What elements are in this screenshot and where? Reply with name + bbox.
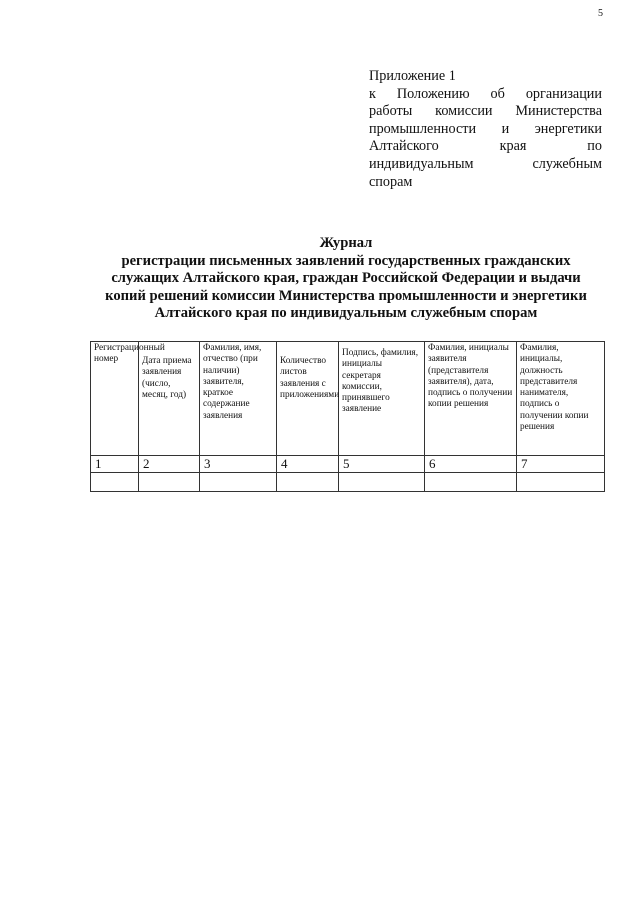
empty-cell <box>139 473 200 492</box>
title-line: копий решений комиссии Министерства промышленности и энергетики <box>105 287 587 304</box>
table-header-row <box>91 342 605 456</box>
empty-cell <box>200 473 277 492</box>
table-number-row <box>91 456 605 473</box>
header-sheet-count: Количество листов заявления с приложениями <box>277 342 339 456</box>
column-number: 1 <box>91 456 139 473</box>
empty-cell <box>91 473 139 492</box>
page-number: 5 <box>598 8 603 19</box>
header-employer-signature: Фамилия, инициалы, должность представителя нанимателя, подпись о получении копии решения <box>517 342 605 456</box>
empty-cell <box>339 473 425 492</box>
appendix-line: Приложение 1 <box>369 68 456 84</box>
title-line: регистрации письменных заявлений государственных гражданских <box>121 252 571 269</box>
column-number: 3 <box>200 456 277 473</box>
header-receipt-date: Дата приема заявления (число, месяц, год) <box>139 342 200 456</box>
appendix-line: Алтайского края по <box>369 138 602 155</box>
appendix-line: к Положению об организации <box>369 85 602 102</box>
title-line: служащих Алтайского края, граждан Российской Федерации и выдачи <box>111 270 581 287</box>
column-number: 2 <box>139 456 200 473</box>
table-empty-row <box>91 473 605 492</box>
empty-cell <box>277 473 339 492</box>
header-registration-number: Регистрационный номер <box>91 342 139 456</box>
appendix-line: индивидуальным служебным <box>369 155 602 172</box>
header-secretary-signature: Подпись, фамилия, инициалы секретаря комиссии, принявшего заявление <box>339 342 425 456</box>
empty-cell <box>517 473 605 492</box>
journal-table <box>90 341 605 492</box>
column-number: 4 <box>277 456 339 473</box>
header-applicant-signature: Фамилия, инициалы заявителя (представителя заявителя), дата, подпись о получении копии решения <box>425 342 517 456</box>
journal-title <box>86 235 606 323</box>
appendix-note <box>369 68 602 191</box>
title-line: Журнал <box>319 235 373 251</box>
appendix-line: промышленности и энергетики <box>369 120 602 137</box>
appendix-line: работы комиссии Министерства <box>369 103 602 120</box>
header-applicant-name: Фамилия, имя, отчество (при наличии) заявителя, краткое содержание заявления <box>200 342 277 456</box>
appendix-line: спорам <box>369 173 413 190</box>
title-line: Алтайского края по индивидуальным служебным спорам <box>154 305 538 322</box>
column-number: 6 <box>425 456 517 473</box>
column-number: 5 <box>339 456 425 473</box>
empty-cell <box>425 473 517 492</box>
column-number: 7 <box>517 456 605 473</box>
